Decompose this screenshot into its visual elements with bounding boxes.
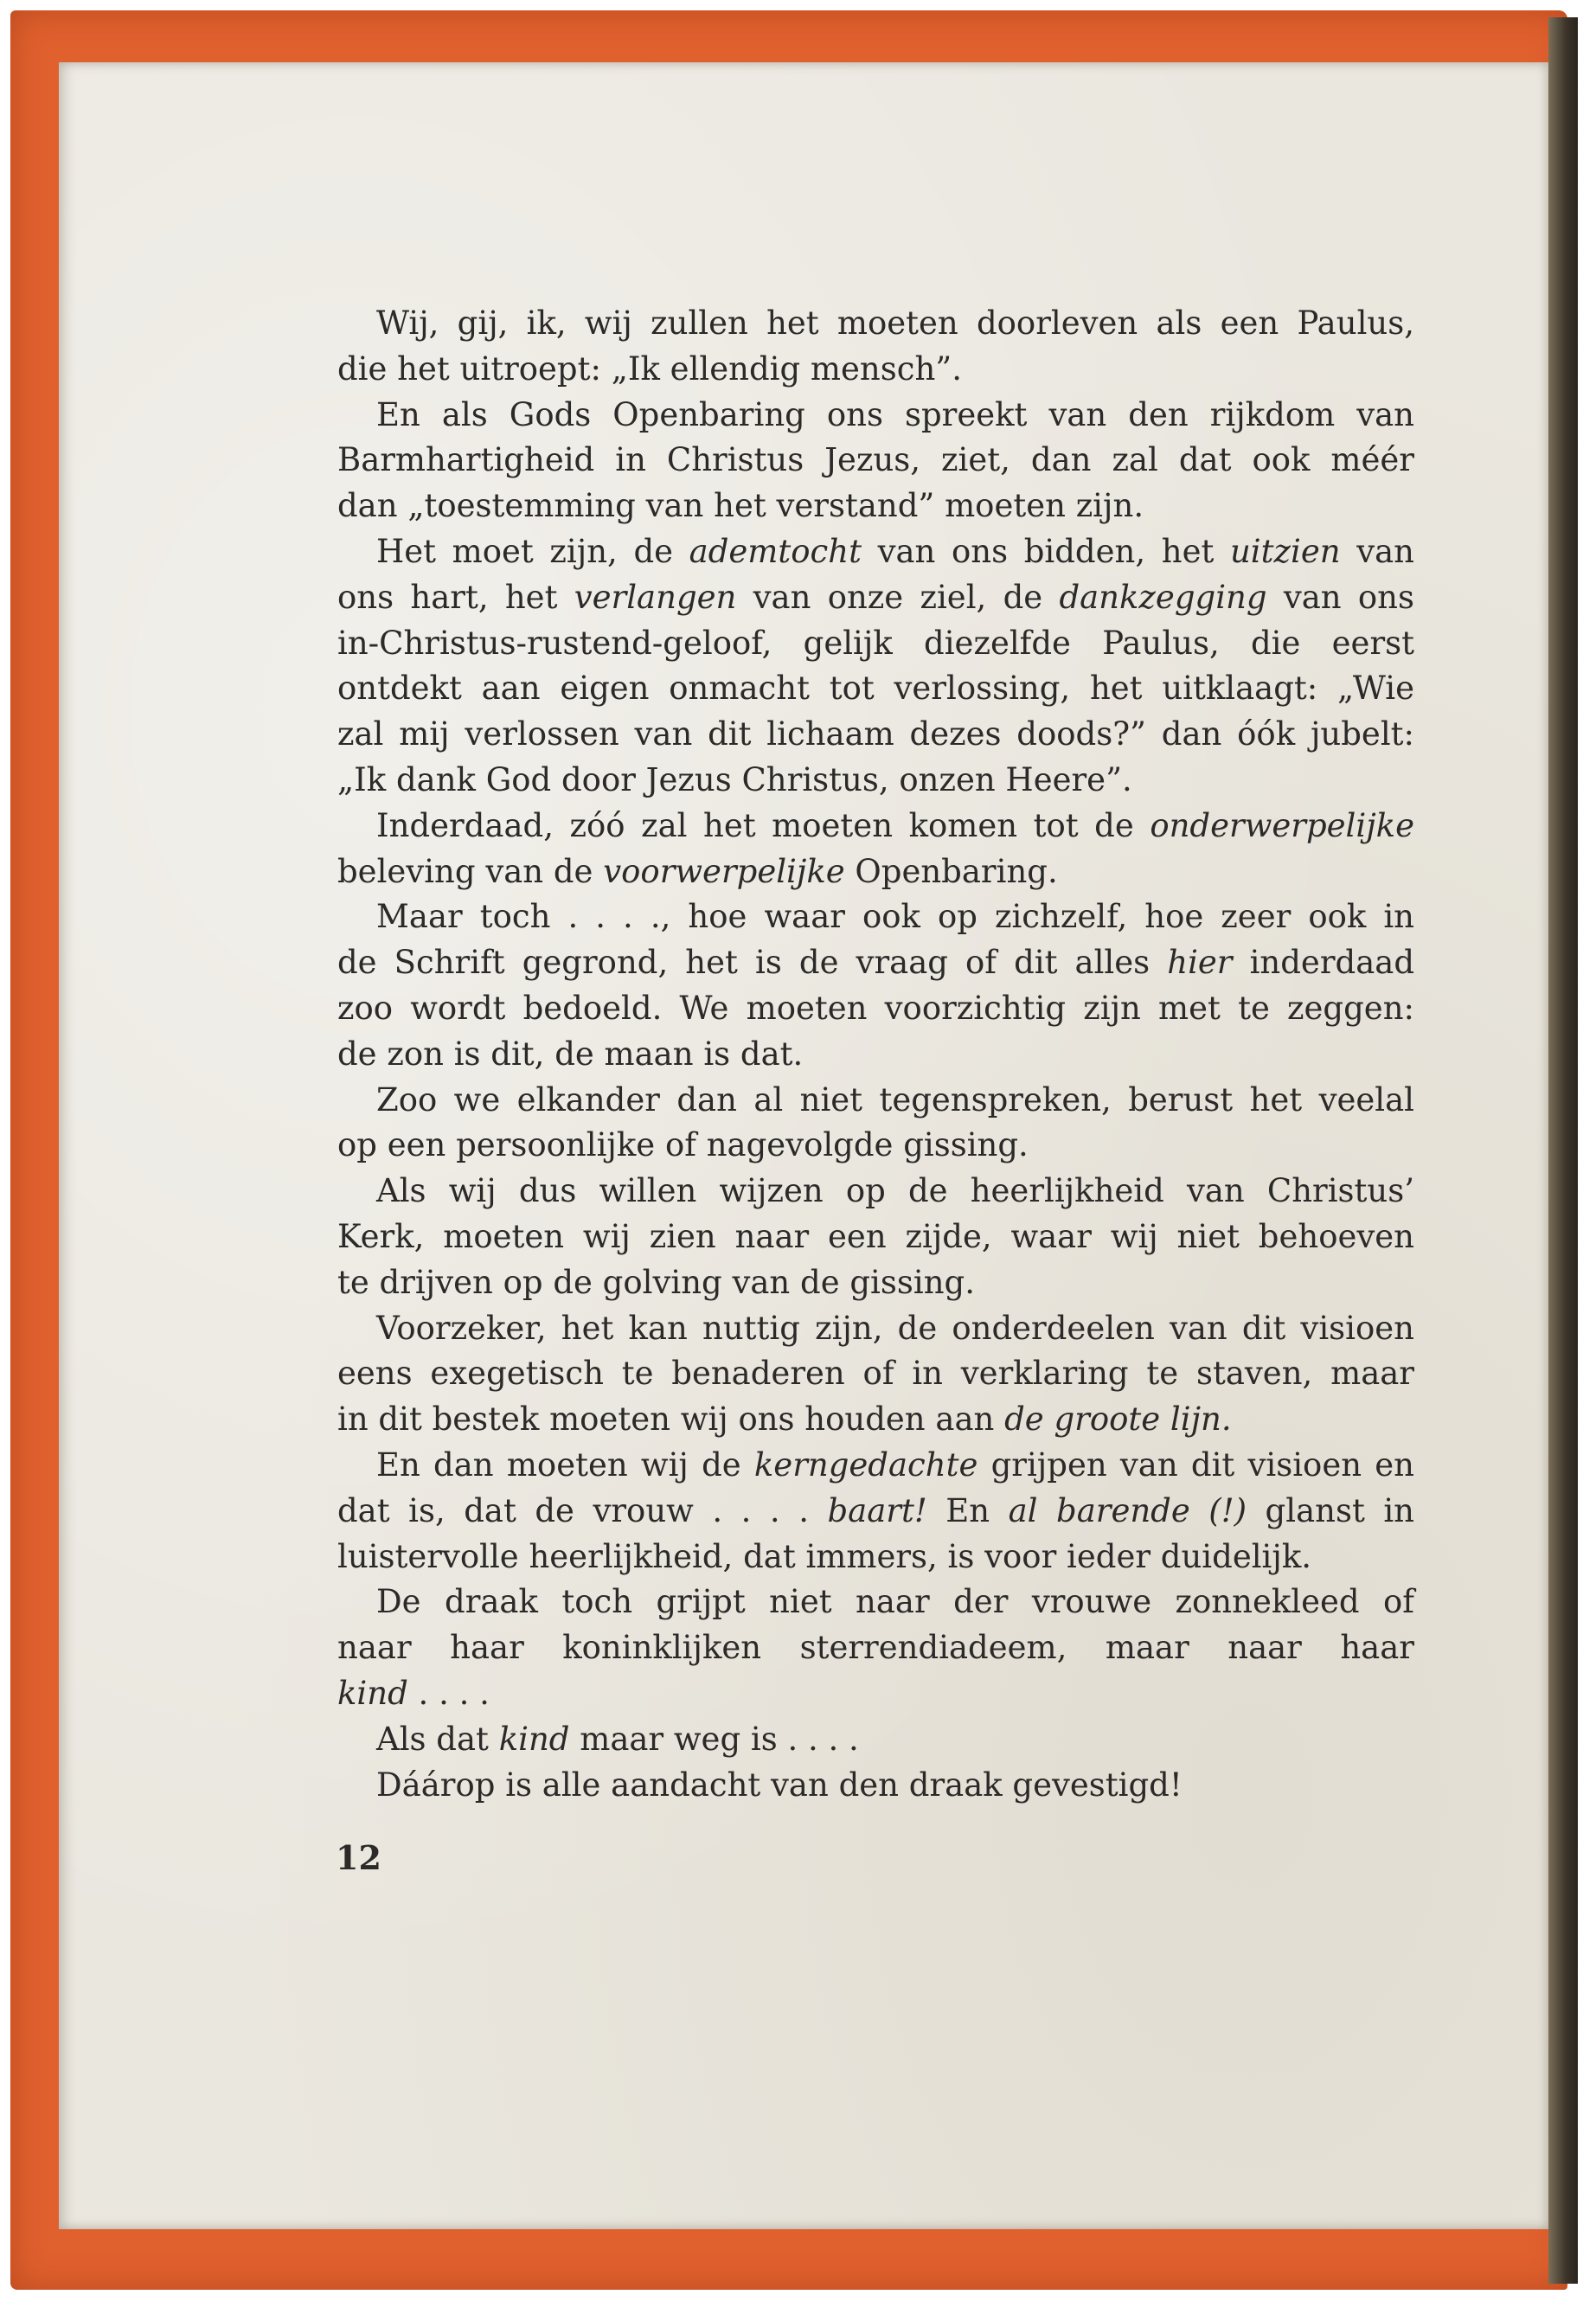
text-line — [337, 529, 1414, 575]
text-line — [337, 712, 1414, 758]
italic-text: baart! — [827, 1491, 927, 1529]
text-run: luistervolle heerlijkheid, dat immers, is voor ieder duidelijk. — [337, 1537, 1312, 1575]
page-number: 12 — [336, 1838, 381, 1877]
text-run: te drijven op de golving van de gissing. — [337, 1263, 975, 1301]
text-run: de Schrift gegrond, het is de vraag of dit alles — [337, 944, 1168, 982]
text-line — [337, 1397, 1414, 1443]
italic-text: verlangen — [574, 578, 737, 616]
text-run: Als wij dus willen wijzen op de heerlijkheid van Christus’ — [376, 1172, 1414, 1210]
text-line — [337, 1123, 1414, 1169]
text-line — [337, 1032, 1414, 1078]
text-line — [337, 1215, 1414, 1260]
text-run: Openbaring. — [844, 852, 1058, 890]
italic-text: kerngedachte — [753, 1445, 978, 1484]
text-line — [337, 1717, 1414, 1763]
text-run: van ons bidden, het — [861, 532, 1230, 570]
text-run: die het uitroept: „Ik ellendig mensch”. — [337, 349, 962, 388]
text-run: . . . . — [407, 1674, 490, 1712]
text-line — [337, 666, 1414, 712]
text-run: Voorzeker, het kan nuttig zijn, de onderdeelen van dit visioen — [376, 1309, 1414, 1347]
italic-text: onderwerpelijke — [1150, 806, 1414, 844]
text-run: ontdekt aan eigen onmacht tot verlossing, het uitklaagt: „Wie — [337, 670, 1414, 708]
text-line — [337, 438, 1414, 484]
text-run: Kerk, moeten wij zien naar een zijde, waar wij niet behoeven — [337, 1217, 1414, 1255]
text-line — [337, 484, 1414, 529]
text-run: van onze ziel, de — [736, 578, 1060, 616]
italic-text: ademtocht — [689, 532, 862, 570]
text-run: grijpen van dit visioen en — [977, 1445, 1414, 1484]
text-line — [337, 621, 1414, 667]
text-run: in-Christus-rustend-geloof, gelijk diezelfde Paulus, die eerst — [337, 624, 1414, 662]
text-run: op een persoonlijke of nagevolgde gissing. — [337, 1126, 1029, 1164]
italic-text: al barende (!) — [1008, 1491, 1247, 1529]
text-run: En dan moeten wij de — [376, 1445, 754, 1484]
text-run: „Ik dank God door Jezus Christus, onzen Heere”. — [337, 760, 1132, 798]
text-run: eens exegetisch te benaderen of in verklaring te staven, maar — [337, 1355, 1414, 1393]
italic-text: kind — [498, 1720, 570, 1758]
text-run: maar weg is . . . . — [569, 1720, 859, 1758]
text-run: En — [926, 1491, 1009, 1529]
text-line — [337, 1351, 1414, 1397]
text-run: dat is, dat de vrouw . . . . — [337, 1491, 828, 1529]
text-line — [337, 1671, 1414, 1717]
italic-text: de groote lijn. — [1004, 1400, 1232, 1439]
text-line — [337, 986, 1414, 1032]
text-line — [337, 1763, 1414, 1809]
text-run: ons hart, het — [337, 578, 574, 616]
italic-text: kind — [337, 1674, 408, 1712]
text-run: naar haar koninklijken sterrendiadeem, maar naar haar — [337, 1629, 1414, 1667]
text-line — [337, 1443, 1414, 1489]
text-run: Het moet zijn, de — [376, 532, 689, 570]
text-line — [337, 347, 1414, 393]
italic-text: voorwerpelijke — [603, 852, 845, 890]
text-line — [337, 1625, 1414, 1671]
text-line — [337, 1489, 1414, 1535]
text-line — [337, 1306, 1414, 1352]
text-run: zoo wordt bedoeld. We moeten voorzichtig zijn met te zeggen: — [337, 989, 1414, 1027]
text-line — [337, 1078, 1414, 1124]
text-run: De draak toch grijpt niet naar der vrouwe zonnekleed of — [376, 1583, 1414, 1621]
text-line — [337, 758, 1414, 804]
text-line — [337, 804, 1414, 849]
text-line — [337, 1535, 1414, 1580]
book-spine — [1548, 17, 1578, 2284]
text-run: Barmhartigheid in Christus Jezus, ziet, dan zal dat ook méér — [337, 441, 1414, 479]
text-line — [337, 301, 1414, 347]
text-line — [337, 940, 1414, 986]
page-body-text — [337, 301, 1414, 1808]
text-run: Inderdaad, zóó zal het moeten komen tot de — [376, 806, 1151, 844]
text-run: inderdaad — [1232, 944, 1415, 982]
text-run: Zoo we elkander dan al niet tegenspreken, berust het veelal — [376, 1080, 1414, 1118]
text-run: van — [1340, 532, 1414, 570]
text-run: En als Gods Openbaring ons spreekt van den rijkdom van — [376, 395, 1414, 433]
text-run: de zon is dit, de maan is dat. — [337, 1035, 804, 1073]
text-line — [337, 894, 1414, 940]
text-line — [337, 575, 1414, 621]
text-line — [337, 393, 1414, 439]
text-run: zal mij verlossen van dit lichaam dezes doods?” dan óók jubelt: — [337, 715, 1414, 753]
text-run: Als dat — [376, 1720, 499, 1758]
text-line — [337, 1169, 1414, 1215]
text-run: Dáárop is alle aandacht van den draak gevestigd! — [376, 1766, 1183, 1804]
text-line — [337, 849, 1414, 895]
italic-text: dankzegging — [1059, 578, 1267, 616]
text-line — [337, 1260, 1414, 1306]
text-run: van ons — [1266, 578, 1414, 616]
text-line — [337, 1580, 1414, 1625]
text-run: Wij, gij, ik, wij zullen het moeten doorleven als een Paulus, — [376, 304, 1414, 342]
text-run: beleving van de — [337, 852, 604, 890]
italic-text: uitzien — [1229, 532, 1341, 570]
text-run: Maar toch . . . ., hoe waar ook op zichzelf, hoe zeer ook in — [376, 898, 1414, 936]
text-run: in dit bestek moeten wij ons houden aan — [337, 1400, 1005, 1439]
text-run: dan „toestemming van het verstand” moeten zijn. — [337, 487, 1144, 525]
text-run: glanst in — [1247, 1491, 1414, 1529]
italic-text: hier — [1167, 944, 1233, 982]
